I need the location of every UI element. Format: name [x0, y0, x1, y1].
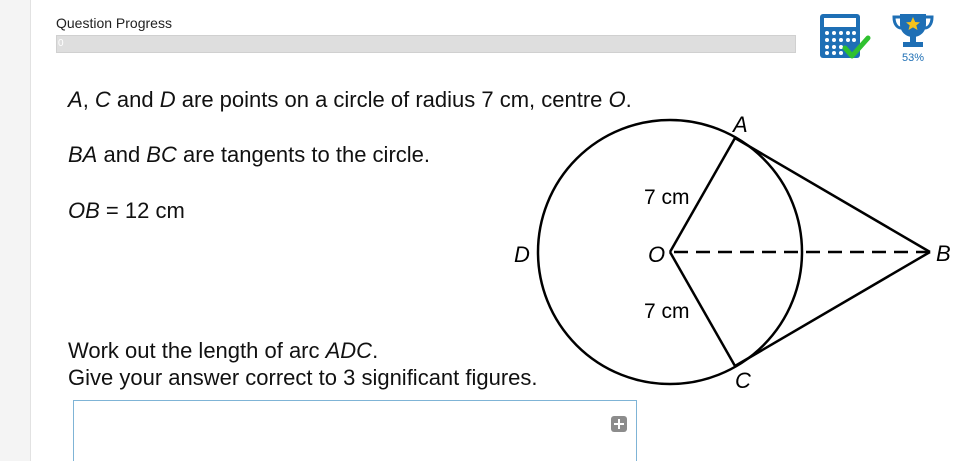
trophy-button[interactable] [888, 10, 938, 66]
tangent-bc [735, 252, 930, 366]
point-a-text: A [68, 87, 83, 112]
trophy-star-icon [888, 10, 938, 52]
question-line-4 [68, 338, 378, 364]
question-line-3 [68, 198, 185, 224]
question-line-2 [68, 142, 430, 168]
calculator-button[interactable] [818, 12, 874, 62]
text-segment: and [110, 87, 160, 112]
progress-label: Question Progress [56, 15, 172, 31]
trophy-percent: 53% [901, 52, 925, 64]
calculator-check-icon [818, 12, 874, 62]
left-margin [0, 0, 31, 461]
label-a: A [733, 112, 748, 137]
label-d: D [514, 242, 530, 267]
text-segment: Work out the length of arc [68, 338, 326, 363]
arc-adc-text: ADC [325, 338, 373, 363]
answer-input[interactable] [73, 400, 637, 461]
point-c-text: C [94, 87, 111, 112]
text-segment: are points on a circle of radius 7 cm, centre [175, 87, 609, 112]
progress-bar [56, 35, 796, 53]
label-c: C [735, 368, 751, 393]
text-segment: and [97, 142, 147, 167]
segment-ob-text: OB [68, 198, 100, 223]
circle-tangent-diagram [500, 108, 964, 396]
label-b: B [936, 241, 951, 266]
plus-icon[interactable] [611, 416, 627, 432]
label-o: O [648, 242, 666, 267]
radius-label-bottom: 7 cm [644, 300, 690, 323]
question-line-5: Give your answer correct to 3 significant figures. [68, 365, 538, 390]
text-segment: are tangents to the circle. [176, 142, 430, 167]
radius-label-top: 7 cm [644, 186, 690, 209]
text-segment: . [372, 338, 379, 363]
progress-value: 0 [58, 38, 64, 49]
text-segment: . [625, 87, 632, 112]
tangent-ba-text: BA [68, 142, 98, 167]
text-segment: = 12 cm [99, 198, 185, 223]
tangent-bc-text: BC [146, 142, 177, 167]
text-segment: , [82, 87, 95, 112]
point-o-text: O [608, 87, 626, 112]
tangent-ba [735, 138, 930, 252]
point-d-text: D [159, 87, 176, 112]
